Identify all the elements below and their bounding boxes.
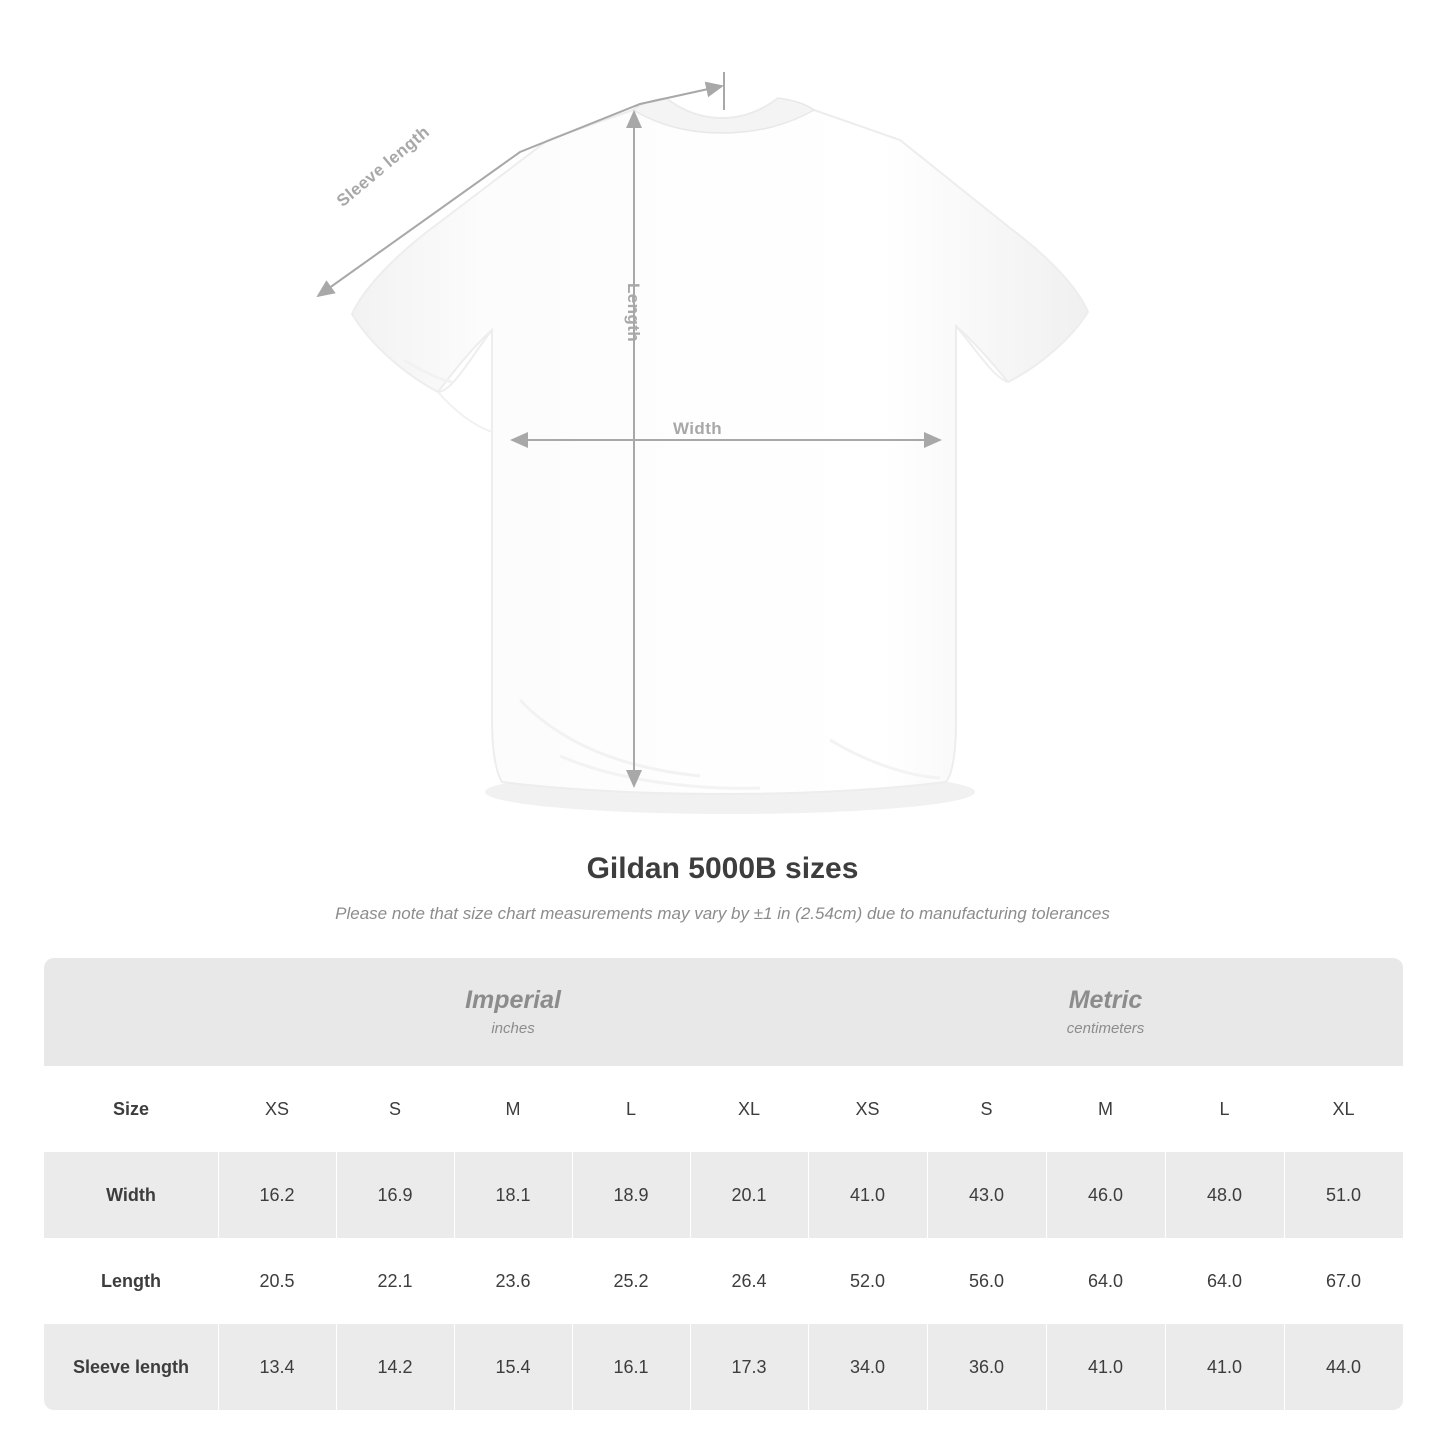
length-label: Length <box>624 283 643 343</box>
header-metric-m: M <box>1046 1066 1165 1152</box>
unit-group-metric <box>808 958 1403 1066</box>
cell-length-imperial-xl: 26.4 <box>690 1238 808 1324</box>
header-imperial-xs: XS <box>218 1066 336 1152</box>
cell-width-metric-m: 46.0 <box>1046 1152 1165 1238</box>
sleeve-length-label: Sleeve length <box>333 122 434 211</box>
cell-sleeve-imperial-xl: 17.3 <box>690 1324 808 1410</box>
cell-sleeve-imperial-s: 14.2 <box>336 1324 454 1410</box>
header-metric-l: L <box>1165 1066 1284 1152</box>
cell-sleeve-imperial-l: 16.1 <box>572 1324 690 1410</box>
header-size-label: Size <box>44 1066 218 1152</box>
cell-width-imperial-m: 18.1 <box>454 1152 572 1238</box>
header-imperial-s: S <box>336 1066 454 1152</box>
cell-length-imperial-l: 25.2 <box>572 1238 690 1324</box>
cell-width-metric-xl: 51.0 <box>1284 1152 1403 1238</box>
unit-group-metric-sub: centimeters <box>1066 1020 1145 1038</box>
cell-length-metric-xs: 52.0 <box>808 1238 927 1324</box>
table-row <box>44 1238 1403 1324</box>
page-title: Gildan 5000B sizes <box>586 852 859 885</box>
cell-width-imperial-s: 16.9 <box>336 1152 454 1238</box>
cell-width-metric-l: 48.0 <box>1165 1152 1284 1238</box>
cell-length-metric-s: 56.0 <box>927 1238 1046 1324</box>
size-table <box>44 958 1403 1410</box>
unit-group-metric-title: Metric <box>1068 985 1143 1014</box>
size-table-wrapper <box>44 958 1401 1410</box>
tshirt-shape <box>352 98 1088 794</box>
cell-sleeve-metric-s: 36.0 <box>927 1324 1046 1410</box>
header-metric-xs: XS <box>808 1066 927 1152</box>
header-imperial-m: M <box>454 1066 572 1152</box>
unit-group-blank-cell <box>44 958 218 1066</box>
cell-length-metric-m: 64.0 <box>1046 1238 1165 1324</box>
cell-width-metric-s: 43.0 <box>927 1152 1046 1238</box>
cell-sleeve-metric-xl: 44.0 <box>1284 1324 1403 1410</box>
row-label-length: Length <box>44 1238 218 1324</box>
cell-length-imperial-m: 23.6 <box>454 1238 572 1324</box>
header-imperial-l: L <box>572 1066 690 1152</box>
cell-length-imperial-xs: 20.5 <box>218 1238 336 1324</box>
table-row <box>44 1324 1403 1410</box>
cell-sleeve-metric-l: 41.0 <box>1165 1324 1284 1410</box>
cell-sleeve-metric-m: 41.0 <box>1046 1324 1165 1410</box>
header-metric-xl: XL <box>1284 1066 1403 1152</box>
row-label-width: Width <box>44 1152 218 1238</box>
table-header-row <box>44 1066 1403 1152</box>
header-imperial-xl: XL <box>690 1066 808 1152</box>
cell-length-metric-l: 64.0 <box>1165 1238 1284 1324</box>
unit-group-row <box>44 958 1403 1066</box>
cell-length-metric-xl: 67.0 <box>1284 1238 1403 1324</box>
cell-width-metric-xs: 41.0 <box>808 1152 927 1238</box>
cell-length-imperial-s: 22.1 <box>336 1238 454 1324</box>
cell-width-imperial-l: 18.9 <box>572 1152 690 1238</box>
cell-sleeve-metric-xs: 34.0 <box>808 1324 927 1410</box>
header-metric-s: S <box>927 1066 1046 1152</box>
unit-group-imperial-sub: inches <box>491 1020 535 1038</box>
cell-sleeve-imperial-m: 15.4 <box>454 1324 572 1410</box>
table-row <box>44 1152 1403 1238</box>
unit-group-imperial <box>218 958 808 1066</box>
unit-group-imperial-title: Imperial <box>465 985 561 1014</box>
width-label: Width <box>673 419 723 438</box>
cell-width-imperial-xl: 20.1 <box>690 1152 808 1238</box>
tolerance-note: Please note that size chart measurements may vary by ±1 in (2.54cm) due to manufacturing tolerances <box>335 904 1110 923</box>
cell-sleeve-imperial-xs: 13.4 <box>218 1324 336 1410</box>
cell-width-imperial-xs: 16.2 <box>218 1152 336 1238</box>
row-label-sleeve-length: Sleeve length <box>44 1324 218 1410</box>
